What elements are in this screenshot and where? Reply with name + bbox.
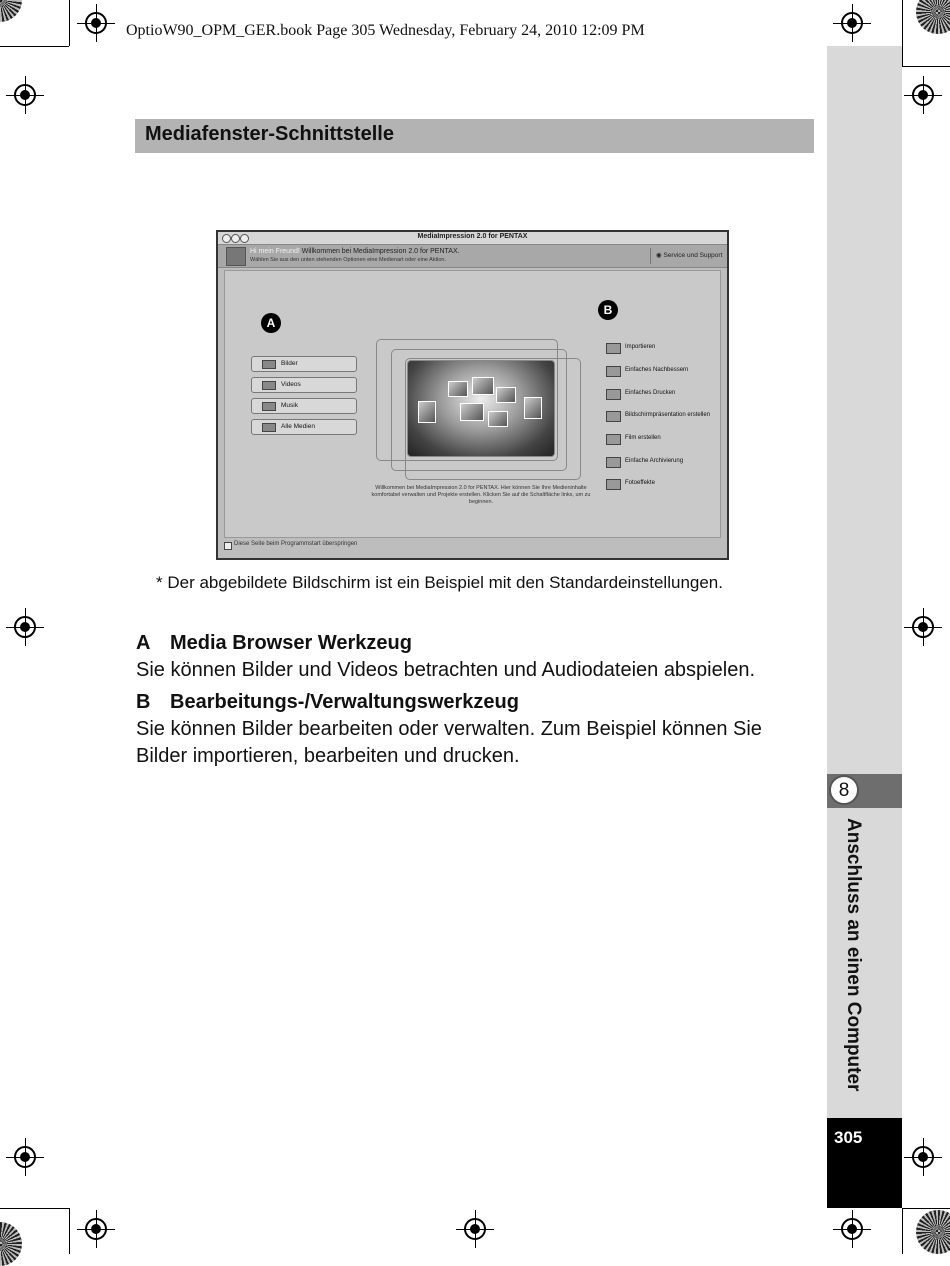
section-title: Media Browser Werkzeug [170,632,412,654]
tool-label: Bildschirmpräsentation erstellen [625,412,711,418]
chapter-number: 8 [829,775,859,805]
film-icon [606,434,621,445]
crop-line [0,46,69,47]
tool-label: Einfache Archivierung [625,458,684,464]
registration-mark [912,84,934,106]
registration-mark [14,84,36,106]
window-titlebar [218,232,727,245]
photo-thumbnail [488,411,508,427]
media-button-videos[interactable] [251,377,357,393]
support-icon: ◉ [656,252,662,259]
media-button-label: Videos [281,381,301,388]
all-media-icon [262,423,276,432]
media-window-screenshot [216,230,729,560]
welcome-text: Willkommen bei MediaImpression 2.0 for PENTAX. [301,248,460,255]
registration-mark [912,616,934,638]
welcome-subtext: Wählen Sie aus den unten stehenden Optionen eine Medienart oder eine Aktion. [250,257,446,263]
crop-line [69,0,70,46]
photo-thumbnail [460,403,484,421]
photo-thumbnail [448,381,468,397]
preview-collage-image [407,360,555,457]
crop-line [69,1208,70,1254]
section-b-body: Sie können Bilder bearbeiten oder verwalten. Zum Beispiel können Sie Bilder importieren, bearbeiten und drucken. [136,718,762,767]
registration-mark [14,616,36,638]
registration-mark [841,12,863,34]
divider [650,248,651,264]
crop-line [902,1208,950,1209]
screenshot-caption: * Der abgebildete Bildschirm ist ein Beispiel mit den Standardeinstellungen. [156,573,723,592]
welcome-description: Willkommen bei MediaImpression 2.0 for PENTAX. Hier können Sie Ihre Medieninhalte komfortabel verwalten und Projekte erstellen. Klicken Sie auf die Schaltfläche links, um zu beginnen. [371,485,591,505]
skip-page-checkbox[interactable] [224,542,232,550]
service-support-link[interactable] [656,251,722,259]
section-b-heading [136,691,519,714]
media-button-label: Musik [281,402,298,409]
photo-effects-icon [606,479,621,490]
crop-line [902,1208,903,1254]
color-bar-rosette [0,0,22,22]
registration-mark [912,1146,934,1168]
photo-thumbnail [472,377,494,395]
chapter-side-tab [827,46,902,1208]
archive-disc-icon [606,457,621,468]
color-bar-rosette [0,1222,22,1266]
media-button-bilder[interactable] [251,356,357,372]
welcome-banner [218,245,727,268]
print-header: OptioW90_OPM_GER.book Page 305 Wednesday, February 24, 2010 12:09 PM [126,22,645,39]
registration-mark [85,12,107,34]
section-letter: B [136,691,151,713]
crop-line [902,0,903,66]
media-button-alle-medien[interactable] [251,419,357,435]
tool-label: Einfaches Drucken [625,390,676,396]
music-icon [262,402,276,411]
section-title: Bearbeitungs-/Verwaltungswerkzeug [170,691,519,713]
tool-label: Importieren [625,344,656,350]
media-button-musik[interactable] [251,398,357,414]
service-support-label: Service und Support [663,252,723,259]
registration-mark [85,1218,107,1240]
tool-label: Film erstellen [625,435,661,441]
registration-mark [464,1218,486,1240]
window-title: MediaImpression 2.0 for PENTAX [417,233,528,240]
section-a-body: Sie können Bilder und Videos betrachten und Audiodateien abspielen. [136,659,755,681]
color-bar-rosette [916,1210,950,1254]
fix-icon [606,366,621,377]
welcome-message [250,248,460,255]
crop-line [0,1208,69,1209]
marker-b: B [598,300,618,320]
slideshow-icon [606,411,621,422]
printer-icon [606,389,621,400]
section-heading: Mediafenster-Schnittstelle [145,123,394,145]
photo-thumbnail [524,397,542,419]
tool-label: Fotoeffekte [625,480,655,486]
tool-label: Einfaches Nachbessern [625,367,689,373]
video-icon [262,381,276,390]
marker-a: A [261,313,281,333]
welcome-greeting: Hi mein Freund! [250,248,300,255]
section-letter: A [136,632,151,654]
photo-thumbnail [418,401,436,423]
photo-thumbnail [496,387,516,403]
registration-mark [841,1218,863,1240]
main-content-panel [224,270,721,538]
media-button-label: Alle Medien [281,423,315,430]
crop-line [902,66,950,67]
section-a-heading [136,632,412,655]
registration-mark [14,1146,36,1168]
color-bar-rosette [916,0,950,34]
skip-page-label: Diese Seite beim Programmstart überspringen [234,541,358,547]
app-logo-icon [226,247,246,266]
chapter-title: Anschluss an einen Computer [843,818,864,1092]
media-button-label: Bilder [281,360,298,367]
page-number: 305 [834,1128,863,1147]
pictures-icon [262,360,276,369]
import-icon [606,343,621,354]
